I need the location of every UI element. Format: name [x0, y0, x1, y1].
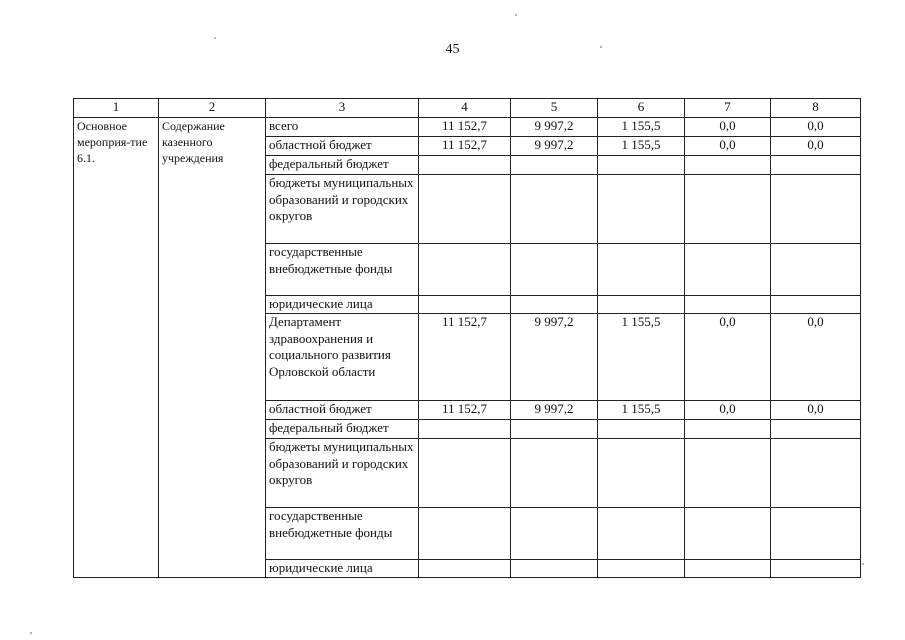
- row-label: областной бюджет: [266, 137, 419, 156]
- value-cell: [771, 560, 861, 578]
- value-cell: [511, 296, 598, 314]
- value-cell: [419, 296, 511, 314]
- value-cell: [598, 175, 685, 244]
- value-cell: [771, 439, 861, 508]
- column-header: 4: [419, 99, 511, 118]
- column-header: 7: [685, 99, 771, 118]
- value-cell: [685, 175, 771, 244]
- value-cell: [598, 420, 685, 439]
- row-label: юридические лица: [266, 560, 419, 578]
- value-cell: [598, 244, 685, 296]
- value-cell: [511, 420, 598, 439]
- value-cell: [685, 296, 771, 314]
- value-cell: 1 155,5: [598, 137, 685, 156]
- scan-speck: [515, 14, 517, 16]
- value-cell: 0,0: [685, 314, 771, 401]
- value-cell: [419, 244, 511, 296]
- value-cell: [771, 296, 861, 314]
- value-cell: 0,0: [771, 137, 861, 156]
- column-header: 8: [771, 99, 861, 118]
- value-cell: [771, 508, 861, 560]
- value-cell: [685, 244, 771, 296]
- value-cell: 9 997,2: [511, 401, 598, 420]
- value-cell: 0,0: [771, 401, 861, 420]
- value-cell: 0,0: [685, 401, 771, 420]
- row-label: юридические лица: [266, 296, 419, 314]
- value-cell: [685, 420, 771, 439]
- value-cell: 11 152,7: [419, 401, 511, 420]
- value-cell: 1 155,5: [598, 118, 685, 137]
- scan-speck: [600, 46, 602, 48]
- value-cell: [598, 296, 685, 314]
- column-header: 3: [266, 99, 419, 118]
- column-header: 2: [159, 99, 266, 118]
- value-cell: [511, 508, 598, 560]
- value-cell: [598, 439, 685, 508]
- value-cell: 11 152,7: [419, 118, 511, 137]
- value-cell: [511, 244, 598, 296]
- row-label: всего: [266, 118, 419, 137]
- page-number: 45: [445, 42, 460, 57]
- value-cell: 0,0: [685, 118, 771, 137]
- value-cell: 0,0: [685, 137, 771, 156]
- value-cell: 11 152,7: [419, 137, 511, 156]
- value-cell: [511, 175, 598, 244]
- value-cell: [685, 156, 771, 175]
- value-cell: [419, 560, 511, 578]
- value-cell: [685, 439, 771, 508]
- value-cell: 9 997,2: [511, 137, 598, 156]
- activity-cell: Основное мероприя-тие 6.1.: [74, 118, 159, 578]
- value-cell: [771, 244, 861, 296]
- row-label: государственные внебюджетные фонды: [266, 244, 419, 296]
- row-label: бюджеты муниципальных образований и городских округов: [266, 175, 419, 244]
- value-cell: [511, 439, 598, 508]
- column-header: 5: [511, 99, 598, 118]
- scan-speck: [862, 563, 864, 565]
- value-cell: [511, 156, 598, 175]
- table-row: [74, 118, 861, 137]
- value-cell: [771, 156, 861, 175]
- value-cell: 9 997,2: [511, 118, 598, 137]
- value-cell: [419, 508, 511, 560]
- row-label: федеральный бюджет: [266, 420, 419, 439]
- value-cell: [511, 560, 598, 578]
- scan-speck: [30, 632, 32, 634]
- value-cell: [419, 439, 511, 508]
- value-cell: [685, 508, 771, 560]
- value-cell: 11 152,7: [419, 314, 511, 401]
- value-cell: [685, 560, 771, 578]
- row-label: государственные внебюджетные фонды: [266, 508, 419, 560]
- value-cell: [598, 560, 685, 578]
- scan-speck: [214, 37, 216, 39]
- row-label: областной бюджет: [266, 401, 419, 420]
- value-cell: [419, 420, 511, 439]
- value-cell: [598, 156, 685, 175]
- description-cell: Содержание казенного учреждения: [159, 118, 266, 578]
- value-cell: 0,0: [771, 118, 861, 137]
- value-cell: 9 997,2: [511, 314, 598, 401]
- column-header: 6: [598, 99, 685, 118]
- row-label: бюджеты муниципальных образований и городских округов: [266, 439, 419, 508]
- value-cell: 1 155,5: [598, 314, 685, 401]
- value-cell: 1 155,5: [598, 401, 685, 420]
- column-header: 1: [74, 99, 159, 118]
- row-label: федеральный бюджет: [266, 156, 419, 175]
- value-cell: [771, 175, 861, 244]
- table-header-row: [74, 99, 861, 118]
- value-cell: 0,0: [771, 314, 861, 401]
- value-cell: [419, 175, 511, 244]
- value-cell: [419, 156, 511, 175]
- budget-table: [73, 98, 861, 578]
- value-cell: [771, 420, 861, 439]
- row-label: Департамент здравоохранения и социального развития Орловской области: [266, 314, 419, 401]
- value-cell: [598, 508, 685, 560]
